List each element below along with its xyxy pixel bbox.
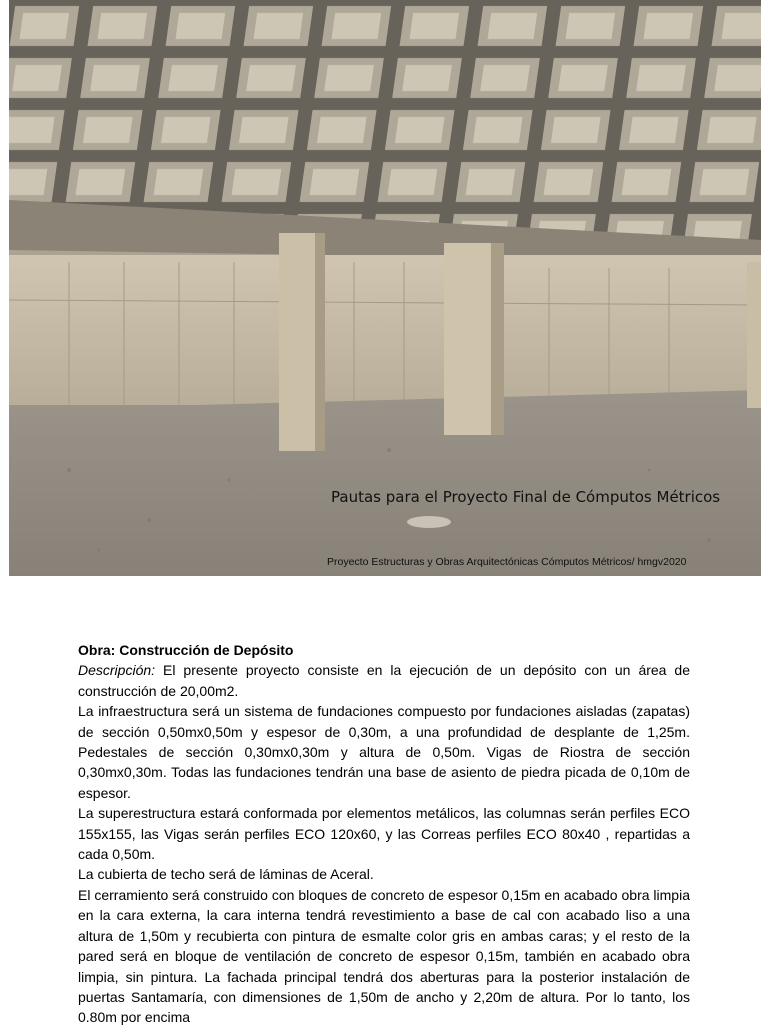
document-heading: Obra: Construcción de Depósito [78,642,294,658]
cover-title: Pautas para el Proyecto Final de Cómputos Métricos [331,488,721,506]
cover-photo [9,0,761,576]
description-label: Descripción: [78,662,156,679]
superstructure-paragraph: La superestructura estará conformada por elementos metálicos, las columnas serán perfiles ECO 155x155, las Vigas serán perfiles ECO 120x60, y las Correas perfiles ECO 80x40 , repartidas a cada 0,50m. [78,805,690,863]
enclosure-paragraph: El cerramiento será construido con bloques de concreto de espesor 0,15m en acabado obra limpia en la cara externa, la cara interna tendrá revestimiento a base de cal con acabado liso a una altura de 1,50m y recubierta con pintura de esmalte color gris en ambas caras; y el resto de la pared será en bloque de ventilación de concreto de espesor 0,15m, también en acabado obra limpia, sin pintura. La fachada principal tendrá dos aberturas para la posterior instalación de puertas Santamaría, con dimensiones de 1,50m de ancho y 2,20m de altura. Por lo tanto, los 0.80m por encima [78,886,690,1026]
infrastructure-paragraph: La infraestructura será un sistema de fundaciones compuesto por fundaciones aisladas (zapatas) de sección 0,50mx0,50m y espesor de 0,30m, a una profundidad de desplante de 1,25m. Pedestales de sección 0,30mx0,30m y altura de 0,50m. Vigas de Riostra de sección 0,30mx0,30m. Todas las fundaciones tendrán una base de asiento de piedra picada de 0,10m de espesor. [78,703,690,801]
description-paragraph [78,660,690,701]
roof-paragraph: La cubierta de techo será de láminas de Aceral. [78,866,374,883]
cover-footer-caption: Proyecto Estructuras y Obras Arquitectónicas Cómputos Métricos/ hmgv2020 [327,556,687,568]
description-text: El presente proyecto consiste en la ejecución de un depósito con un área de construcción de 20,00m2. [78,662,690,699]
document-body [78,640,690,1028]
